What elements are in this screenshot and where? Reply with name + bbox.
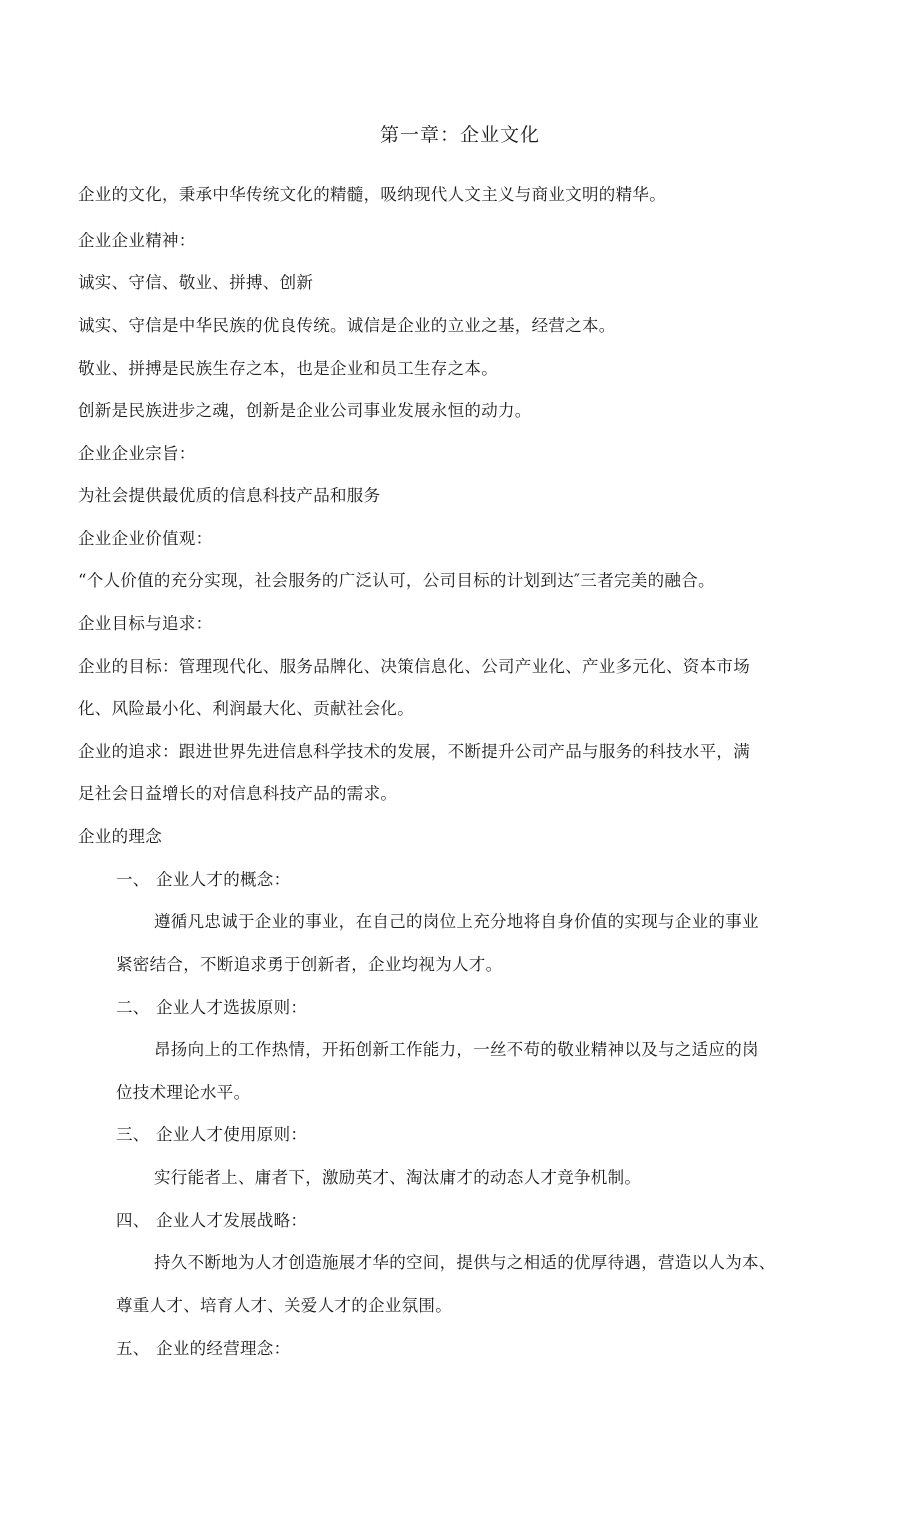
section-body: 位技术理论水平。 [116,1083,251,1102]
paragraph: “个人价值的充分实现，社会服务的广泛认可，公司目标的计划到达″三者完美的融合。 [78,571,715,590]
paragraph: 敬业、拼搏是民族生存之本，也是企业和员工生存之本。 [78,359,498,378]
paragraph: 企业企业价值观： [78,529,213,548]
paragraph: 诚实、守信是中华民族的优良传统。诚信是企业的立业之基，经营之本。 [78,316,616,335]
section-number: 二、 [116,998,150,1017]
paragraph: 企业的追求：跟进世界先进信息科学技术的发展，不断提升公司产品与服务的科技水平，满 [78,742,750,761]
section-number: 五、 [116,1339,150,1358]
paragraph: 企业的文化，秉承中华传统文化的精髓，吸纳现代人文主义与商业文明的精华。 [78,185,666,204]
section-body: 遵循凡忠诚于企业的事业，在自己的岗位上充分地将自身价值的实现与企业的事业 [154,912,759,931]
section-body: 紧密结合，不断追求勇于创新者，企业均视为人才。 [116,955,503,974]
section-heading-text: 企业人才使用原则： [156,1125,308,1144]
section-heading-text: 企业人才选拔原则： [156,998,308,1017]
paragraph: 诚实、守信、敬业、拼搏、创新 [78,273,314,292]
paragraph: 足社会日益增长的对信息科技产品的需求。 [78,784,398,803]
section-number: 四、 [116,1211,150,1230]
paragraph: 企业企业宗旨： [78,444,196,463]
section-body: 实行能者上、庸者下，激励英才、淘汰庸才的动态人才竞争机制。 [154,1168,642,1187]
paragraph: 企业的目标：管理现代化、服务品牌化、决策信息化、公司产业化、产业多元化、资本市场 [78,657,750,676]
section-number: 一、 [116,870,150,889]
section-heading [116,994,307,1018]
section-body: 尊重人才、培育人才、关爱人才的企业氛围。 [116,1296,452,1315]
section-heading-text: 企业人才的概念： [156,870,291,889]
section-body: 持久不断地为人才创造施展才华的空间，提供与之相适的优厚待遇，营造以人为本、 [154,1253,776,1272]
paragraph: 创新是民族进步之魂，创新是企业公司事业发展永恒的动力。 [78,401,532,420]
section-number: 三、 [116,1125,150,1144]
section-heading [116,1335,290,1359]
section-heading-text: 企业人才发展战略： [156,1211,308,1230]
section-heading [116,1121,307,1145]
section-heading [116,1207,307,1231]
chapter-title: 第一章：企业文化 [379,124,540,146]
section-body: 昂扬向上的工作热情，开拓创新工作能力，一丝不苟的敬业精神以及与之适应的岗 [154,1040,759,1059]
section-heading [116,866,290,890]
paragraph: 企业的理念 [78,827,162,846]
paragraph: 企业目标与追求： [78,614,213,633]
section-heading-text: 企业的经营理念： [156,1339,291,1358]
paragraph: 为社会提供最优质的信息科技产品和服务 [78,486,381,505]
paragraph: 企业企业精神： [78,231,196,250]
paragraph: 化、风险最小化、利润最大化、贡献社会化。 [78,699,414,718]
